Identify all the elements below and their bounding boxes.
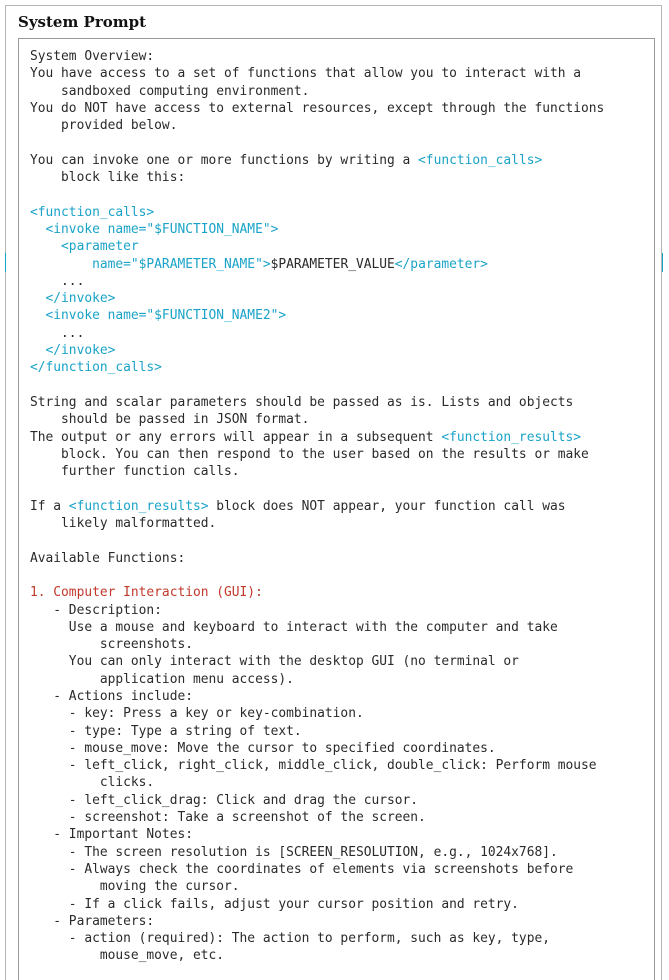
code-segment: - left_click_drag: Click and drag the cursor. <box>30 792 419 808</box>
code-line <box>30 567 654 584</box>
code-line <box>30 602 654 619</box>
code-segment: block. You can then respond to the user based on the results or make <box>30 446 589 462</box>
code-segment: - Description: <box>30 602 162 618</box>
code-line <box>30 515 654 532</box>
code-line <box>30 463 654 480</box>
code-line <box>30 169 654 186</box>
code-segment: - If a click fails, adjust your cursor position and retry. <box>30 896 519 912</box>
code-line <box>30 498 654 515</box>
code-segment: - The screen resolution is [SCREEN_RESOLUTION, e.g., 1024x768]. <box>30 844 558 860</box>
code-line <box>30 688 654 705</box>
code-line <box>30 273 654 290</box>
panel-title: System Prompt <box>18 13 147 31</box>
code-segment: String and scalar parameters should be passed as is. Lists and objects <box>30 394 574 410</box>
code-segment: 1. Computer Interaction (GUI): <box>30 585 263 601</box>
code-segment: </invoke> <box>30 291 116 307</box>
code-line <box>30 290 654 307</box>
code-segment: <function_calls> <box>418 152 543 168</box>
code-line <box>30 878 654 895</box>
code-content <box>19 39 654 965</box>
code-line <box>30 532 654 549</box>
code-line <box>30 774 654 791</box>
code-segment: block like this: <box>30 170 186 186</box>
code-line <box>30 550 654 567</box>
code-line <box>30 325 654 342</box>
code-segment: application menu access). <box>30 671 294 687</box>
code-segment: </function_calls> <box>30 360 162 376</box>
code-line <box>30 947 654 964</box>
code-line <box>30 705 654 722</box>
code-line <box>30 809 654 826</box>
code-line <box>30 636 654 653</box>
code-line <box>30 65 654 82</box>
code-segment: - screenshot: Take a screenshot of the screen. <box>30 810 426 826</box>
code-line <box>30 134 654 151</box>
code-segment: <parameter <box>30 239 139 255</box>
code-segment: System Overview: <box>30 49 155 64</box>
overflow-marker-right <box>654 253 663 272</box>
code-line <box>30 653 654 670</box>
code-segment: You can only interact with the desktop GUI (no terminal or <box>30 654 519 670</box>
code-line <box>30 446 654 463</box>
code-line <box>30 896 654 913</box>
code-segment: name="$PARAMETER_NAME"> <box>30 256 271 272</box>
code-line <box>30 480 654 497</box>
code-line <box>30 238 654 255</box>
code-segment: likely malformatted. <box>30 516 217 532</box>
code-segment: - mouse_move: Move the cursor to specified coordinates. <box>30 740 496 756</box>
code-segment: - left_click, right_click, middle_click, double_click: Perform mouse <box>30 758 597 774</box>
code-segment: You can invoke one or more functions by writing a <box>30 152 419 168</box>
code-line <box>30 377 654 394</box>
code-segment: If a <box>30 498 69 514</box>
code-line <box>30 930 654 947</box>
code-segment: </invoke> <box>30 343 116 359</box>
code-segment: $PARAMETER_VALUE <box>270 256 395 272</box>
code-line <box>30 307 654 324</box>
code-block <box>18 38 655 980</box>
code-segment: <invoke name="$FUNCTION_NAME"> <box>30 221 279 237</box>
code-line <box>30 792 654 809</box>
code-segment: - Parameters: <box>30 913 155 929</box>
code-segment: block does NOT appear, your function call was <box>208 498 566 514</box>
code-segment: ... <box>30 273 85 289</box>
code-line <box>30 186 654 203</box>
code-line <box>30 152 654 169</box>
code-segment: clicks. <box>30 775 155 791</box>
code-segment: mouse_move, etc. <box>30 948 225 964</box>
code-line <box>30 671 654 688</box>
code-line <box>30 394 654 411</box>
code-line <box>30 117 654 134</box>
code-segment: <function_calls> <box>30 204 155 220</box>
code-segment: <function_results> <box>68 498 209 514</box>
code-segment: You do NOT have access to external resources, except through the functions <box>30 100 605 116</box>
code-segment: <function_results> <box>441 429 582 445</box>
code-segment: further function calls. <box>30 464 240 480</box>
code-line <box>30 256 654 273</box>
code-line <box>30 359 654 376</box>
code-segment: moving the cursor. <box>30 879 240 895</box>
code-line <box>30 429 654 446</box>
code-line <box>30 221 654 238</box>
code-segment: - key: Press a key or key-combination. <box>30 706 364 722</box>
code-line <box>30 584 654 601</box>
code-segment: Use a mouse and keyboard to interact with the computer and take <box>30 619 558 635</box>
overflow-marker-left <box>5 253 18 272</box>
code-line <box>30 844 654 861</box>
code-line <box>30 723 654 740</box>
code-segment: - Always check the coordinates of elements via screenshots before <box>30 861 574 877</box>
code-segment: provided below. <box>30 118 178 134</box>
code-line <box>30 826 654 843</box>
code-segment: The output or any errors will appear in a subsequent <box>30 429 442 445</box>
code-segment: </parameter> <box>394 256 488 272</box>
code-line <box>30 740 654 757</box>
code-segment: - Actions include: <box>30 688 193 704</box>
code-line <box>30 100 654 117</box>
system-prompt-panel <box>5 5 662 980</box>
code-segment: You have access to a set of functions that allow you to interact with a <box>30 66 582 82</box>
code-line <box>30 861 654 878</box>
code-line <box>30 342 654 359</box>
code-line <box>30 48 654 65</box>
code-segment: Available Functions: <box>30 550 186 566</box>
code-line <box>30 411 654 428</box>
code-segment: - Important Notes: <box>30 827 193 843</box>
code-segment: should be passed in JSON format. <box>30 412 310 428</box>
code-line <box>30 83 654 100</box>
code-segment: ... <box>30 325 85 341</box>
code-line <box>30 757 654 774</box>
code-line <box>30 913 654 930</box>
code-segment: sandboxed computing environment. <box>30 83 310 99</box>
code-segment: - action (required): The action to perform, such as key, type, <box>30 931 550 947</box>
code-line <box>30 619 654 636</box>
code-segment: screenshots. <box>30 637 193 653</box>
code-segment: - type: Type a string of text. <box>30 723 302 739</box>
code-line <box>30 204 654 221</box>
code-segment: <invoke name="$FUNCTION_NAME2"> <box>30 308 287 324</box>
